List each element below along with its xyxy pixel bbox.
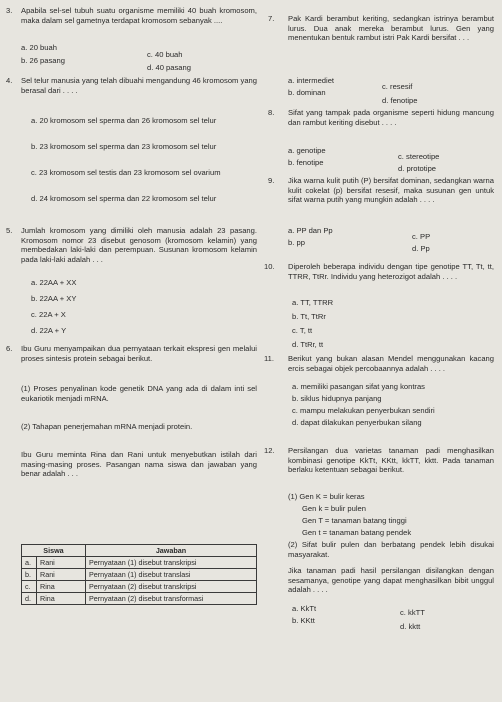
question-number: 10. [264,262,275,271]
question-stem: Diperoleh beberapa individu dengan tipe genotipe TT, Tt, tt, TTRR, TtRr. Individu yang heterozigot adalah . . . . [288,262,494,281]
option-c[interactable]: c. kkTT [400,608,425,617]
question-stem: Jika warna kulit putih (P) bersifat dominan, sedangkan warna kulit cokelat (p) bersifat resesif, maka susunan gen untuk sifat warna putih yang mungkin adalah . . . . [288,176,494,205]
option-d[interactable]: d. 22A + Y [31,326,67,335]
statement-2: (2) Tahapan penerjemahan mRNA menjadi protein. [21,422,193,431]
option-d[interactable]: d. 40 pasang [147,63,191,72]
statement-1: (1) Proses penyalinan kode genetik DNA yang ada di dalam inti sel eukariotik menjadi mRNA. [21,384,257,403]
table-row[interactable]: a. Rani Pernyataan (1) disebut transkripsi [22,557,257,569]
option-b[interactable]: b. 22AA + XY [31,294,77,303]
option-c[interactable]: c. PP [412,232,431,241]
option-d[interactable]: d. TtRr, tt [292,340,324,349]
question-stem: Persilangan dua varietas tanaman padi menghasilkan kombinasi genotipe KkTt, KKtt, kkTT, kktt. Pada tanaman berlaku ketentuan sebagai berikut. [288,446,494,475]
option-c[interactable]: c. 40 buah [147,50,183,59]
rule-2: (2) Sifat bulir pulen dan berbatang pendek lebih disukai masyarakat. [288,540,494,559]
option-d[interactable]: d. kktt [400,622,421,631]
option-a[interactable]: a. TT, TTRR [292,298,334,307]
question-stem: Jumlah kromosom yang dimiliki oleh manusia adalah 23 pasang. Kromosom nomor 23 disebut genosom (kromosom kelamin) yang membedakan laki-laki dan perempuan. Susunan kromosom kelamin pada laki-laki adalah . . . [21,226,257,265]
question-stem: Ibu Guru menyampaikan dua pernyataan terkait ekspresi gen melalui proses sintesis protein sebagai berikut. [21,344,257,363]
question-stem: Sel telur manusia yang telah dibuahi mengandung 46 kromosom yang berasal dari . . . . [21,76,257,95]
table-row[interactable]: b. Rani Pernyataan (1) disebut translasi [22,569,257,581]
option-d[interactable]: d. fenotipe [382,96,418,105]
question-number: 9. [268,176,275,185]
question-prompt: Jika tanaman padi hasil persilangan disilangkan dengan sesamanya, genotipe yang dapat menghasilkan bibit unggul adalah . . . . [288,566,494,595]
option-d[interactable]: d. 24 kromosom sel sperma dan 22 kromosom sel telur [31,194,217,203]
option-a[interactable]: a. KkTt [292,604,317,613]
question-number: 5. [6,226,13,235]
rule-1-b: Gen k = bulir pulen [302,504,366,513]
option-b[interactable]: b. dominan [288,88,326,97]
option-a[interactable]: a. 20 kromosom sel sperma dan 26 kromosom sel telur [31,116,217,125]
question-number: 11. [264,354,274,363]
option-d[interactable]: d. prototipe [398,164,437,173]
option-a[interactable]: a. memiliki pasangan sifat yang kontras [292,382,425,391]
question-number: 3. [6,6,13,15]
option-b[interactable]: b. fenotipe [288,158,324,167]
option-a[interactable]: a. PP dan Pp [288,226,333,235]
question-stem: Pak Kardi berambut keriting, sedangkan istrinya berambut lurus. Dua anak mereka berambut lurus. Gen yang menentukan bentuk rambut istri Pak Kardi bersifat . . . [288,14,494,43]
option-b[interactable]: b. KKtt [292,616,315,625]
col-header-jawaban: Jawaban [86,545,257,557]
option-c[interactable]: c. resesif [382,82,413,91]
question-stem: Apabila sel-sel tubuh suatu organisme memiliki 40 buah kromosom, maka dalam sel gametnya terdapat kromosom sebanyak .... [21,6,257,25]
question-number: 4. [6,76,13,85]
option-c[interactable]: c. stereotipe [398,152,440,161]
option-c[interactable]: c. 22A + X [31,310,66,319]
rule-1: (1) Gen K = bulir keras [288,492,365,501]
option-c[interactable]: c. 23 kromosom sel testis dan 23 kromosom sel ovarium [31,168,221,177]
rule-1-c: Gen T = tanaman batang tinggi [302,516,407,525]
question-number: 7. [268,14,275,23]
option-a[interactable]: a. 22AA + XX [31,278,77,287]
option-d[interactable]: d. dapat dilakukan penyerbukan silang [292,418,422,427]
option-b[interactable]: b. pp [288,238,305,247]
col-header-siswa: Siswa [22,545,86,557]
option-b[interactable]: b. Tt, TtRr [292,312,326,321]
question-stem: Sifat yang tampak pada organisme seperti hidung mancung dan rambut keriting disebut . . . . [288,108,494,127]
question-prompt: Ibu Guru meminta Rina dan Rani untuk menyebutkan istilah dari masing-masing proses. Pasangan nama siswa dan jawaban yang benar adalah . . . [21,450,257,479]
option-a[interactable]: a. genotipe [288,146,326,155]
option-a[interactable]: a. 20 buah [21,43,57,52]
table-row[interactable]: c. Rina Pernyataan (2) disebut transkripsi [22,581,257,593]
option-d[interactable]: d. Pp [412,244,430,253]
question-number: 6. [6,344,13,353]
question-number: 12. [264,446,275,455]
question-stem: Berikut yang bukan alasan Mendel menggunakan kacang ercis sebagai objek percobaannya adalah . . . . [288,354,494,373]
option-b[interactable]: b. siklus hidupnya panjang [292,394,382,403]
option-b[interactable]: b. 26 pasang [21,56,65,65]
option-a[interactable]: a. intermediet [288,76,335,85]
rule-1-d: Gen t = tanaman batang pendek [302,528,412,537]
option-c[interactable]: c. T, tt [292,326,313,335]
question-number: 8. [268,108,275,117]
option-b[interactable]: b. 23 kromosom sel sperma dan 23 kromosom sel telur [31,142,217,151]
table-row[interactable]: d. Rina Pernyataan (2) disebut transformasi [22,593,257,605]
answer-table [21,544,257,605]
option-c[interactable]: c. mampu melakukan penyerbukan sendiri [292,406,435,415]
